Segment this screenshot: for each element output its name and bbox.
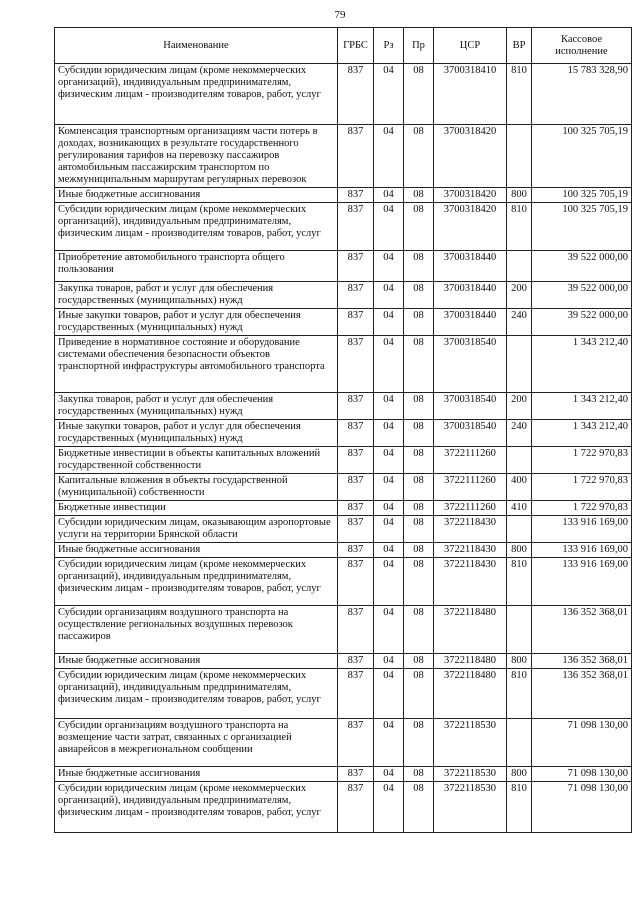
row-grbs: 837: [338, 558, 374, 606]
row-pr: 08: [404, 654, 434, 669]
row-csr: 3722111260: [434, 447, 507, 474]
row-csr: 3722118430: [434, 516, 507, 543]
row-name: Закупка товаров, работ и услуг для обеспечения государственных (муниципальных) нужд: [55, 393, 338, 420]
row-grbs: 837: [338, 543, 374, 558]
table-row: [55, 606, 632, 654]
table-row: [55, 558, 632, 606]
row-name: Приобретение автомобильного транспорта общего пользования: [55, 251, 338, 282]
row-amount: 1 343 212,40: [532, 393, 632, 420]
row-name: Иные закупки товаров, работ и услуг для обеспечения государственных (муниципальных) нужд: [55, 420, 338, 447]
row-vr: 800: [507, 767, 532, 782]
row-rz: 04: [374, 543, 404, 558]
row-vr: [507, 606, 532, 654]
row-grbs: 837: [338, 251, 374, 282]
row-csr: 3722118480: [434, 669, 507, 719]
row-rz: 04: [374, 447, 404, 474]
row-name: Субсидии юридическим лицам (кроме некоммерческих организаций), индивидуальным предпринимателям, физическим лицам - производителям товаров, работ, услуг: [55, 558, 338, 606]
table-row: [55, 309, 632, 336]
row-csr: 3722118480: [434, 654, 507, 669]
row-grbs: 837: [338, 125, 374, 188]
table-row: [55, 474, 632, 501]
table-row: [55, 669, 632, 719]
table-row: [55, 782, 632, 833]
row-rz: 04: [374, 516, 404, 543]
row-pr: 08: [404, 251, 434, 282]
row-amount: 71 098 130,00: [532, 767, 632, 782]
row-vr: [507, 125, 532, 188]
row-vr: [507, 516, 532, 543]
table-row: [55, 501, 632, 516]
row-csr: 3700318540: [434, 393, 507, 420]
row-name: Иные бюджетные ассигнования: [55, 654, 338, 669]
row-pr: 08: [404, 188, 434, 203]
row-name: Компенсация транспортным организациям части потерь в доходах, возникающих в результате государственного регулирования тарифов на перевозку пассажиров автомобильным пассажирским транспортом по межмуниципальным маршрутам регулярных перевозок: [55, 125, 338, 188]
row-amount: 1 722 970,83: [532, 474, 632, 501]
row-vr: 800: [507, 188, 532, 203]
row-csr: 3700318420: [434, 188, 507, 203]
row-name: Иные бюджетные ассигнования: [55, 767, 338, 782]
table-row: [55, 447, 632, 474]
column-header-amount: Кассовое исполнение: [532, 28, 632, 64]
row-pr: 08: [404, 309, 434, 336]
row-pr: 08: [404, 203, 434, 251]
row-grbs: 837: [338, 669, 374, 719]
row-pr: 08: [404, 447, 434, 474]
row-grbs: 837: [338, 719, 374, 767]
row-csr: 3722111260: [434, 474, 507, 501]
row-grbs: 837: [338, 188, 374, 203]
row-vr: 200: [507, 282, 532, 309]
row-vr: 810: [507, 782, 532, 833]
row-pr: 08: [404, 393, 434, 420]
row-amount: 71 098 130,00: [532, 719, 632, 767]
row-grbs: 837: [338, 654, 374, 669]
row-rz: 04: [374, 336, 404, 393]
table-row: [55, 420, 632, 447]
row-vr: 200: [507, 393, 532, 420]
column-header-csr: ЦСР: [434, 28, 507, 64]
row-csr: 3700318440: [434, 251, 507, 282]
row-name: Субсидии юридическим лицам (кроме некоммерческих организаций), индивидуальным предпринимателям, физическим лицам - производителям товаров, работ, услуг: [55, 669, 338, 719]
table-row: [55, 282, 632, 309]
row-csr: 3722118530: [434, 719, 507, 767]
row-grbs: 837: [338, 606, 374, 654]
row-amount: 133 916 169,00: [532, 516, 632, 543]
row-rz: 04: [374, 282, 404, 309]
row-name: Субсидии юридическим лицам, оказывающим аэропортовые услуги на территории Брянской области: [55, 516, 338, 543]
row-csr: 3722118480: [434, 606, 507, 654]
row-rz: 04: [374, 501, 404, 516]
row-amount: 100 325 705,19: [532, 188, 632, 203]
row-vr: 400: [507, 474, 532, 501]
table-row: [55, 543, 632, 558]
row-name: Субсидии юридическим лицам (кроме некоммерческих организаций), индивидуальным предпринимателям, физическим лицам - производителям товаров, работ, услуг: [55, 782, 338, 833]
row-vr: 240: [507, 420, 532, 447]
row-pr: 08: [404, 782, 434, 833]
row-vr: 800: [507, 543, 532, 558]
row-name: Бюджетные инвестиции в объекты капитальных вложений государственной собственности: [55, 447, 338, 474]
row-name: Закупка товаров, работ и услуг для обеспечения государственных (муниципальных) нужд: [55, 282, 338, 309]
table-row: [55, 125, 632, 188]
row-rz: 04: [374, 309, 404, 336]
row-grbs: 837: [338, 393, 374, 420]
row-vr: 810: [507, 64, 532, 125]
row-rz: 04: [374, 782, 404, 833]
row-csr: 3700318410: [434, 64, 507, 125]
row-pr: 08: [404, 125, 434, 188]
row-amount: 71 098 130,00: [532, 782, 632, 833]
row-rz: 04: [374, 558, 404, 606]
row-vr: [507, 251, 532, 282]
row-amount: 1 722 970,83: [532, 501, 632, 516]
row-pr: 08: [404, 719, 434, 767]
row-grbs: 837: [338, 447, 374, 474]
row-amount: 100 325 705,19: [532, 125, 632, 188]
row-csr: 3722118530: [434, 782, 507, 833]
row-csr: 3722118430: [434, 558, 507, 606]
row-grbs: 837: [338, 474, 374, 501]
row-pr: 08: [404, 606, 434, 654]
row-amount: 39 522 000,00: [532, 309, 632, 336]
row-amount: 136 352 368,01: [532, 669, 632, 719]
row-rz: 04: [374, 606, 404, 654]
row-grbs: 837: [338, 64, 374, 125]
row-vr: 410: [507, 501, 532, 516]
row-rz: 04: [374, 125, 404, 188]
row-name: Субсидии организациям воздушного транспорта на осуществление региональных воздушных перевозок пассажиров: [55, 606, 338, 654]
row-amount: 100 325 705,19: [532, 203, 632, 251]
row-csr: 3700318540: [434, 420, 507, 447]
row-name: Приведение в нормативное состояние и оборудование системами обеспечения безопасности объектов транспортной инфраструктуры автомобильного транспорта: [55, 336, 338, 393]
row-rz: 04: [374, 767, 404, 782]
row-rz: 04: [374, 420, 404, 447]
row-amount: 136 352 368,01: [532, 654, 632, 669]
row-csr: 3722118530: [434, 767, 507, 782]
row-vr: 240: [507, 309, 532, 336]
row-vr: [507, 336, 532, 393]
row-pr: 08: [404, 669, 434, 719]
row-grbs: 837: [338, 420, 374, 447]
row-amount: 133 916 169,00: [532, 558, 632, 606]
table-row: [55, 393, 632, 420]
column-header-grbs: ГРБС: [338, 28, 374, 64]
row-rz: 04: [374, 64, 404, 125]
column-header-vr: ВР: [507, 28, 532, 64]
table-header-row: [55, 28, 632, 64]
row-csr: 3700318420: [434, 203, 507, 251]
row-name: Иные бюджетные ассигнования: [55, 188, 338, 203]
table-row: [55, 188, 632, 203]
row-grbs: 837: [338, 282, 374, 309]
row-amount: 39 522 000,00: [532, 251, 632, 282]
table-row: [55, 767, 632, 782]
row-grbs: 837: [338, 516, 374, 543]
row-rz: 04: [374, 474, 404, 501]
row-csr: 3722111260: [434, 501, 507, 516]
table-row: [55, 654, 632, 669]
table-row: [55, 516, 632, 543]
row-pr: 08: [404, 336, 434, 393]
row-pr: 08: [404, 501, 434, 516]
row-pr: 08: [404, 516, 434, 543]
row-vr: [507, 719, 532, 767]
row-pr: 08: [404, 767, 434, 782]
row-rz: 04: [374, 669, 404, 719]
row-csr: 3700318440: [434, 309, 507, 336]
row-name: Иные бюджетные ассигнования: [55, 543, 338, 558]
row-pr: 08: [404, 282, 434, 309]
row-csr: 3700318540: [434, 336, 507, 393]
table-row: [55, 336, 632, 393]
row-amount: 1 343 212,40: [532, 420, 632, 447]
row-pr: 08: [404, 474, 434, 501]
table-row: [55, 719, 632, 767]
row-amount: 15 783 328,90: [532, 64, 632, 125]
row-pr: 08: [404, 543, 434, 558]
row-name: Субсидии юридическим лицам (кроме некоммерческих организаций), индивидуальным предпринимателям, физическим лицам - производителям товаров, работ, услуг: [55, 203, 338, 251]
row-pr: 08: [404, 64, 434, 125]
row-vr: 810: [507, 558, 532, 606]
table-row: [55, 64, 632, 125]
column-header-pr: Пр: [404, 28, 434, 64]
row-rz: 04: [374, 251, 404, 282]
row-amount: 1 722 970,83: [532, 447, 632, 474]
row-name: Бюджетные инвестиции: [55, 501, 338, 516]
row-name: Капитальные вложения в объекты государственной (муниципальной) собственности: [55, 474, 338, 501]
row-name: Иные закупки товаров, работ и услуг для обеспечения государственных (муниципальных) нужд: [55, 309, 338, 336]
page-number: 79: [334, 9, 346, 21]
row-pr: 08: [404, 558, 434, 606]
table-row: [55, 203, 632, 251]
row-vr: 800: [507, 654, 532, 669]
budget-execution-table: [54, 27, 632, 833]
row-vr: 810: [507, 669, 532, 719]
row-amount: 1 343 212,40: [532, 336, 632, 393]
row-csr: 3722118430: [434, 543, 507, 558]
row-grbs: 837: [338, 782, 374, 833]
row-grbs: 837: [338, 336, 374, 393]
row-amount: 39 522 000,00: [532, 282, 632, 309]
row-rz: 04: [374, 393, 404, 420]
row-grbs: 837: [338, 203, 374, 251]
row-grbs: 837: [338, 309, 374, 336]
row-rz: 04: [374, 203, 404, 251]
row-amount: 133 916 169,00: [532, 543, 632, 558]
table-row: [55, 251, 632, 282]
row-vr: [507, 447, 532, 474]
row-csr: 3700318440: [434, 282, 507, 309]
row-grbs: 837: [338, 767, 374, 782]
row-vr: 810: [507, 203, 532, 251]
row-rz: 04: [374, 719, 404, 767]
row-amount: 136 352 368,01: [532, 606, 632, 654]
column-header-name: Наименование: [55, 28, 338, 64]
row-rz: 04: [374, 188, 404, 203]
row-name: Субсидии организациям воздушного транспорта на возмещение части затрат, связанных с организацией авиарейсов в межрегиональном сообщении: [55, 719, 338, 767]
row-name: Субсидии юридическим лицам (кроме некоммерческих организаций), индивидуальным предпринимателям, физическим лицам - производителям товаров, работ, услуг: [55, 64, 338, 125]
row-grbs: 837: [338, 501, 374, 516]
row-rz: 04: [374, 654, 404, 669]
row-csr: 3700318420: [434, 125, 507, 188]
column-header-rz: Рз: [374, 28, 404, 64]
row-pr: 08: [404, 420, 434, 447]
